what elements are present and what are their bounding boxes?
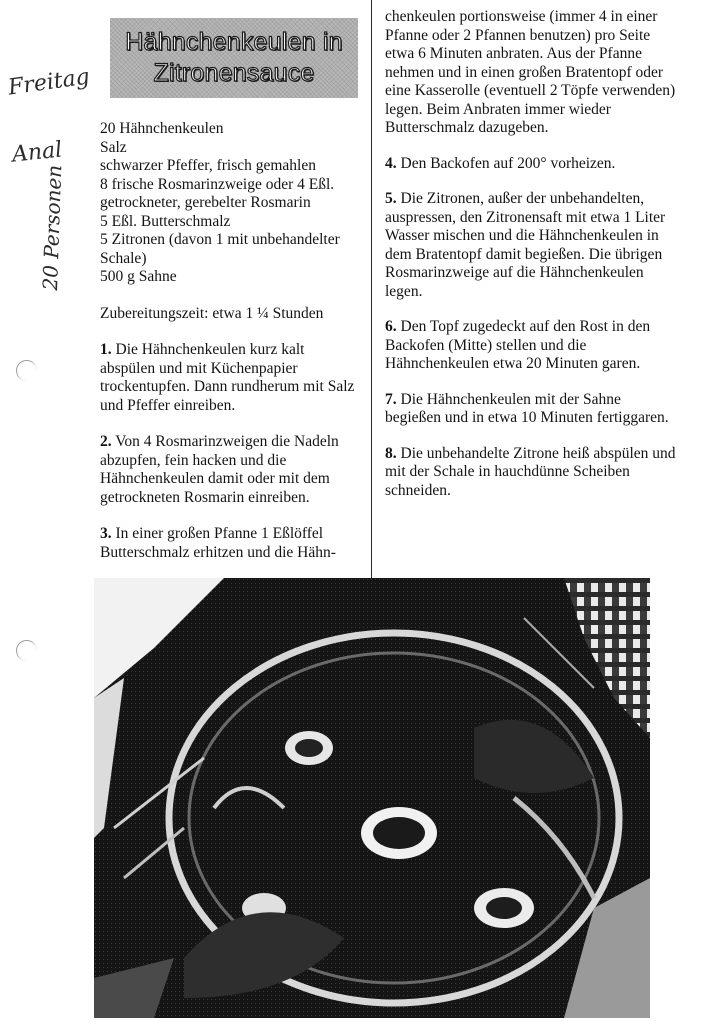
prep-time: Zubereitungszeit: etwa 1 ¼ Stunden: [100, 304, 324, 322]
step-text: Von 4 Rosmarinzweigen die Nadeln abzupfen, fein hacken und die Hähnchenkeulen damit oder mit dem getrockneten Rosmarin einreiben.: [100, 433, 339, 506]
right-column: [385, 8, 677, 500]
step-number: 4.: [385, 154, 397, 172]
step-number: 2.: [100, 433, 112, 450]
step-1: [100, 341, 362, 415]
step-2: [100, 433, 362, 507]
step-number: 3.: [100, 525, 112, 542]
step-text: Die Hähnchenkeulen mit der Sahne begießen und in etwa 10 Minuten fertiggaren.: [385, 390, 669, 426]
handwritten-note-1: Freitag: [6, 64, 92, 101]
dish-photo-image: [94, 578, 650, 1018]
step-text: Den Backofen auf 200° vorheizen.: [396, 154, 616, 172]
step-6: [385, 318, 677, 374]
step-8: [385, 445, 677, 501]
punch-hole: [16, 640, 37, 661]
step-3-continued: chenkeulen portionsweise (immer 4 in einer Pfanne oder 2 Pfannen benutzen) pro Seite etwa 6 Minuten anbraten. Aus der Pfanne nehmen und in einen großen Bratentopf oder eine Kasserolle (eventuell 2 Töpfe verwenden) legen. Beim Anbraten immer wieder Butterschmalz dazugeben.: [385, 8, 676, 136]
step-number: 5.: [385, 190, 397, 207]
ingredient-item: getrockneter, gerebelter Rosmarin: [100, 194, 311, 211]
step-3: [100, 525, 362, 562]
step-7: [385, 391, 677, 428]
column-divider: [371, 0, 372, 592]
ingredient-item: Salz: [100, 138, 127, 156]
step-text: In einer großen Pfanne 1 Eßlöffel Butterschmalz erhitzen und die Hähn-: [100, 525, 336, 561]
ingredient-item: Schale): [100, 249, 147, 267]
ingredient-item: 5 Eßl. Butterschmalz: [100, 212, 231, 230]
ingredient-list: [100, 120, 362, 287]
recipe-title-line-2: Zitronensauce: [153, 59, 315, 87]
step-text: Die Hähnchenkeulen kurz kalt abspülen und mit Küchenpapier trockentupfen. Dann rundherum mit Salz und Pfeffer einreiben.: [100, 341, 355, 414]
handwritten-note-2: Anal: [10, 137, 64, 168]
step-number: 1.: [100, 341, 112, 358]
step-text: Die unbehandelte Zitrone heiß abspülen und mit der Schale in hauchdünne Scheiben schneiden.: [385, 444, 676, 499]
ingredient-item: 5 Zitronen (davon 1 mit unbehandelter: [100, 231, 340, 248]
step-number: 6.: [385, 318, 397, 335]
step-number: 8.: [385, 444, 397, 462]
handwritten-note-3: 20 Personen: [38, 164, 67, 291]
step-4: [385, 155, 677, 174]
ingredient-item: 500 g Sahne: [100, 268, 177, 285]
step-number: 7.: [385, 390, 397, 408]
step-text: Den Topf zugedeckt auf den Rost in den Backofen (Mitte) stellen und die Hähnchenkeulen etwa 20 Minuten garen.: [385, 318, 651, 372]
punch-hole: [16, 360, 37, 381]
ingredient-item: 20 Hähnchenkeulen: [100, 120, 224, 137]
ingredient-item: 8 frische Rosmarinzweige oder 4 Eßl.: [100, 175, 335, 193]
ingredient-item: schwarzer Pfeffer, frisch gemahlen: [100, 157, 316, 174]
dish-photo: [94, 578, 650, 1018]
step-text: Die Zitronen, außer der unbehandelten, auspressen, den Zitronensaft mit etwa 1 Liter Wasser mischen und die Hähnchenkeulen in dem Bratentopf damit begießen. Die übrigen Rosmarinzweige auf die Hähnchenkeulen legen.: [385, 190, 666, 300]
step-5: [385, 190, 677, 301]
left-column: [100, 120, 362, 562]
recipe-title-line-1: Hähnchenkeulen in: [125, 28, 343, 56]
recipe-title-block: [110, 18, 358, 98]
